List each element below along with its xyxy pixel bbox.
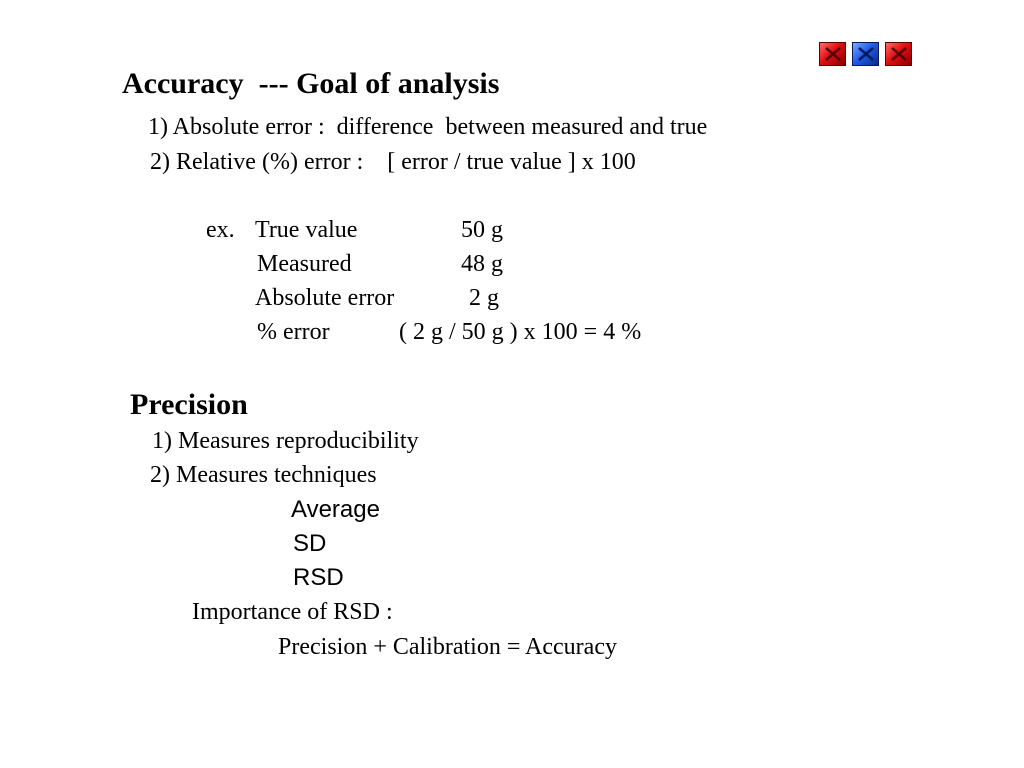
slide-navigation: [819, 42, 912, 66]
example-prefix: ex.: [206, 217, 235, 243]
accuracy-heading: Accuracy --- Goal of analysis: [122, 67, 500, 100]
nav-forward-button[interactable]: [885, 42, 912, 66]
example-value-percent-error: ( 2 g / 50 g ) x 100 = 4 %: [399, 319, 642, 345]
nav-forward-icon: [889, 45, 909, 63]
precision-techniques: 2) Measures techniques: [150, 462, 377, 488]
precision-heading: Precision: [130, 388, 248, 421]
importance-of-rsd: Importance of RSD :: [192, 599, 393, 625]
accuracy-equation: Precision + Calibration = Accuracy: [278, 634, 617, 660]
technique-sd: SD: [293, 530, 327, 557]
example-label-percent-error: % error: [257, 319, 330, 345]
example-label-measured: Measured: [257, 251, 352, 277]
example-label-true-value: True value: [255, 217, 358, 243]
nav-back-button[interactable]: [819, 42, 846, 66]
example-value-measured: 48 g: [461, 251, 503, 277]
nav-back-icon: [823, 45, 843, 63]
technique-rsd: RSD: [293, 564, 344, 591]
example-value-true-value: 50 g: [461, 217, 503, 243]
nav-home-button[interactable]: [852, 42, 879, 66]
relative-error-definition: 2) Relative (%) error : [ error / true value ] x 100: [150, 149, 636, 175]
absolute-error-definition: 1) Absolute error : difference between measured and true: [148, 114, 708, 140]
example-label-absolute-error: Absolute error: [255, 285, 395, 311]
technique-average: Average: [291, 496, 380, 523]
example-value-absolute-error: 2 g: [469, 285, 499, 311]
nav-home-icon: [856, 45, 876, 63]
precision-reproducibility: 1) Measures reproducibility: [152, 428, 419, 454]
